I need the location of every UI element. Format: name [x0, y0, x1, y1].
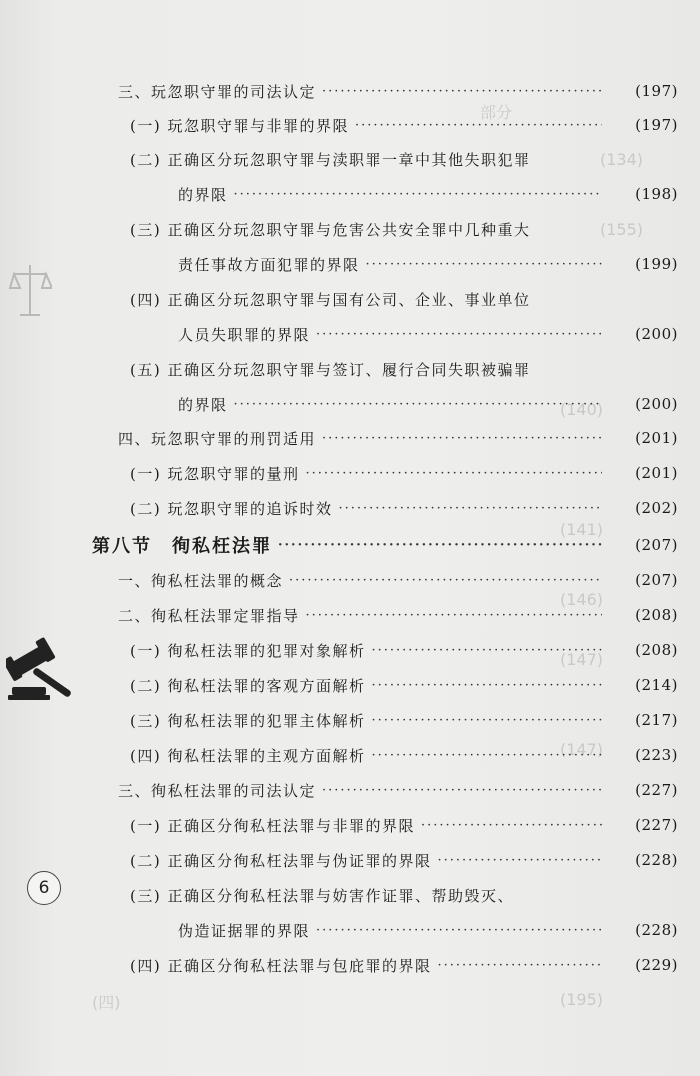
toc-entry-page: (201) [635, 429, 678, 447]
toc-entry [0, 706, 700, 734]
dot-leader [234, 187, 602, 202]
dot-leader [278, 538, 602, 553]
toc-entry-page: (227) [635, 781, 678, 799]
bleed-through-mark: (147) [560, 650, 604, 669]
bleed-through-mark: (147) [560, 740, 604, 759]
toc-entry [0, 145, 700, 173]
toc-entry-title: 人员失职罪的界限 [178, 325, 311, 344]
toc-entry-title: (三) 徇私枉法罪的犯罪主体解析 [130, 711, 366, 730]
toc-entry-page: (208) [635, 641, 678, 659]
toc-entry [0, 881, 700, 909]
toc-entry [0, 601, 700, 629]
toc-entry-title: (二) 徇私枉法罪的客观方面解析 [130, 676, 366, 695]
dot-leader [289, 573, 602, 588]
toc-entry-page: (228) [635, 851, 678, 869]
toc-entry-page: (197) [635, 82, 678, 100]
bleed-through-mark: (155) [600, 220, 644, 239]
gavel-icon [6, 633, 80, 703]
bleed-through-mark: (140) [560, 400, 604, 419]
dot-leader [371, 678, 602, 693]
dot-leader [421, 818, 602, 833]
toc-entry-title: (五) 正确区分玩忽职守罪与签订、履行合同失职被骗罪 [130, 360, 531, 379]
toc-entry [0, 916, 700, 944]
dot-leader [371, 713, 602, 728]
toc-entry-title: (三) 正确区分玩忽职守罪与危害公共安全罪中几种重大 [130, 220, 531, 239]
toc-entry-title: (三) 正确区分徇私枉法罪与妨害作证罪、帮助毁灭、 [130, 886, 514, 905]
toc-entry [0, 355, 700, 383]
toc-entry-page: (198) [635, 185, 678, 203]
toc-entry-title: (一) 玩忽职守罪的量刑 [130, 464, 300, 483]
toc-entry-title: 责任事故方面犯罪的界限 [178, 255, 360, 274]
dot-leader [322, 84, 602, 99]
toc-entry-title: (一) 玩忽职守罪与非罪的界限 [130, 116, 349, 135]
page-number: 6 [27, 871, 61, 905]
toc-entry [0, 215, 700, 243]
toc-entry [0, 671, 700, 699]
toc-entry-page: (223) [635, 746, 678, 764]
bleed-through-mark: (146) [560, 590, 604, 609]
toc-entry-title: (一) 正确区分徇私枉法罪与非罪的界限 [130, 816, 415, 835]
toc-entry-title: 二、徇私枉法罪定罪指导 [118, 606, 300, 625]
bleed-through-mark: (134) [600, 150, 644, 169]
toc-entry-title: 一、徇私枉法罪的概念 [118, 571, 284, 590]
toc-entry-title: 的界限 [178, 395, 228, 414]
toc-entry [0, 951, 700, 979]
toc-entry [0, 776, 700, 804]
toc-entry [0, 636, 700, 664]
dot-leader [316, 923, 602, 938]
toc-entry [0, 846, 700, 874]
dot-leader [437, 853, 602, 868]
dot-leader [371, 748, 602, 763]
dot-leader [305, 466, 602, 481]
dot-leader [366, 257, 602, 272]
toc-entry-title: 三、徇私枉法罪的司法认定 [118, 781, 317, 800]
toc-entry-title: 第八节 徇私枉法罪 [92, 536, 272, 557]
dot-leader [322, 431, 602, 446]
toc-entry [0, 250, 700, 278]
toc-entry [0, 566, 700, 594]
dot-leader [316, 327, 602, 342]
toc-entry-page: (202) [635, 499, 678, 517]
toc-entry [0, 390, 700, 418]
toc-entry-page: (208) [635, 606, 678, 624]
toc-entry [0, 424, 700, 452]
toc-entry-title: 四、玩忽职守罪的刑罚适用 [118, 429, 317, 448]
toc-entry [0, 741, 700, 769]
toc-entry [0, 77, 700, 105]
bleed-through-mark: (195) [560, 990, 604, 1009]
toc-entry-title: (四) 正确区分徇私枉法罪与包庇罪的界限 [130, 956, 432, 975]
toc-entry [0, 111, 700, 139]
bleed-through-mark: (四) [92, 993, 121, 1012]
toc-entry-title: 的界限 [178, 185, 228, 204]
toc-entry-title: (二) 正确区分徇私枉法罪与伪证罪的界限 [130, 851, 432, 870]
dot-leader [322, 783, 602, 798]
toc-entry-title: 伪造证据罪的界限 [178, 921, 311, 940]
toc-entry-page: (228) [635, 921, 678, 939]
toc-entry-page: (201) [635, 464, 678, 482]
toc-entry-page: (229) [635, 956, 678, 974]
dot-leader [234, 397, 602, 412]
bleed-through-mark: (141) [560, 520, 604, 539]
toc-entry-page: (200) [635, 395, 678, 413]
toc-entry [0, 459, 700, 487]
bleed-through-mark: 部分 [480, 103, 513, 122]
toc-entry-page: (200) [635, 325, 678, 343]
dot-leader [338, 501, 602, 516]
toc-entry-title: (四) 徇私枉法罪的主观方面解析 [130, 746, 366, 765]
toc-entry-page: (214) [635, 676, 678, 694]
toc-entry [0, 285, 700, 313]
toc-entry-page: (197) [635, 116, 678, 134]
toc-entry-page: (207) [635, 571, 678, 589]
dot-leader [437, 958, 602, 973]
toc-entry [0, 811, 700, 839]
toc-entry [0, 180, 700, 208]
dot-leader [306, 608, 602, 623]
dot-leader [371, 643, 602, 658]
toc-entry [0, 320, 700, 348]
toc-entry-title: (二) 正确区分玩忽职守罪与渎职罪一章中其他失职犯罪 [130, 150, 531, 169]
toc-entry-title: (四) 正确区分玩忽职守罪与国有公司、企业、事业单位 [130, 290, 531, 309]
toc-entry-title: (一) 徇私枉法罪的犯罪对象解析 [130, 641, 366, 660]
toc-entry [0, 494, 700, 522]
toc-entry-title: (二) 玩忽职守罪的追诉时效 [130, 499, 333, 518]
toc-entry-page: (199) [635, 255, 678, 273]
toc-entry-title: 三、玩忽职守罪的司法认定 [118, 82, 317, 101]
dot-leader [355, 118, 602, 133]
toc-section-heading [0, 531, 700, 559]
toc-entry-page: (217) [635, 711, 678, 729]
toc-entry-page: (207) [635, 536, 678, 554]
toc-entry-page: (227) [635, 816, 678, 834]
